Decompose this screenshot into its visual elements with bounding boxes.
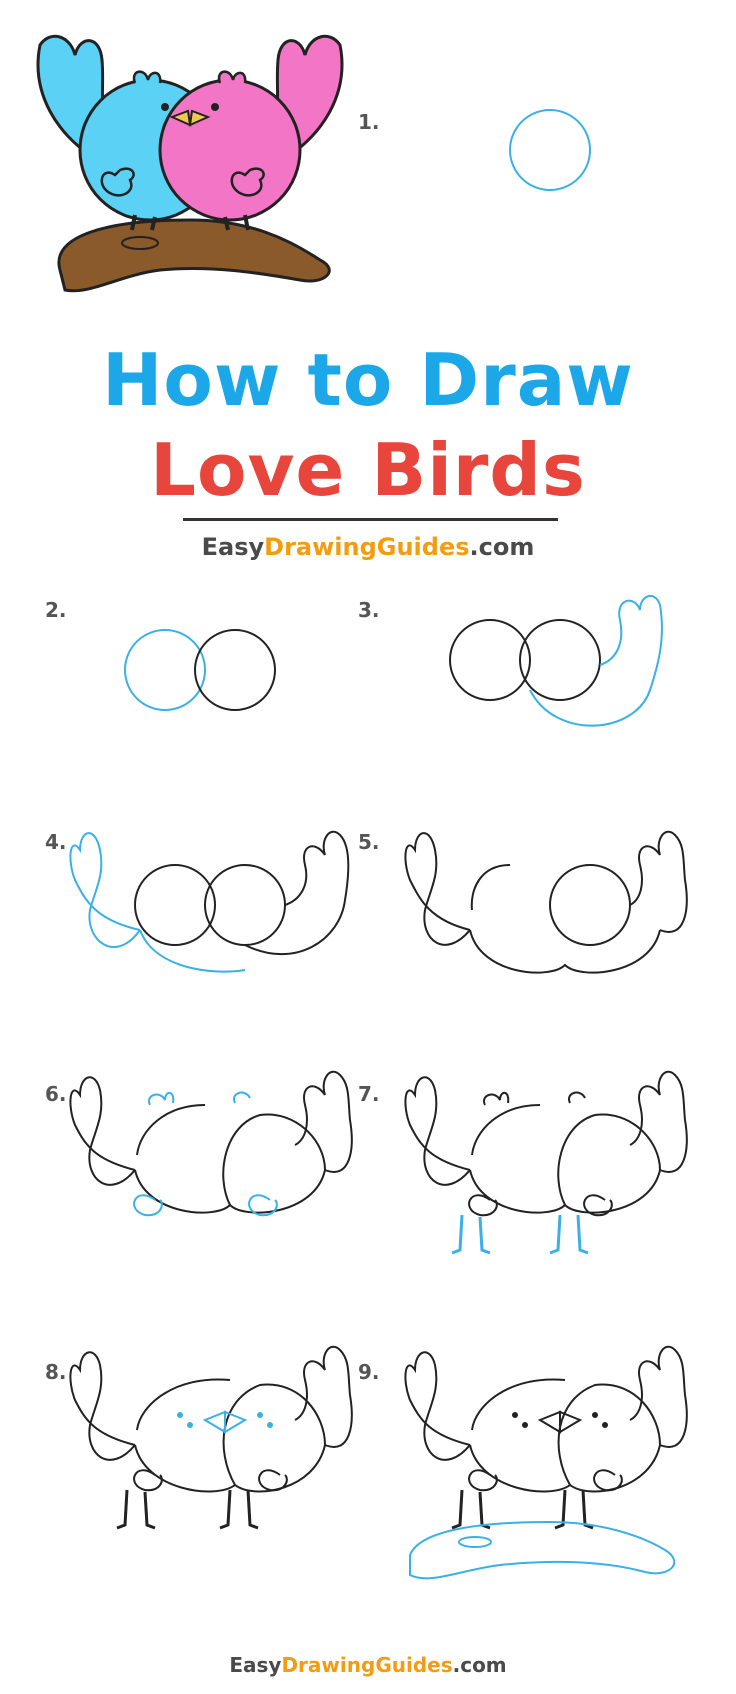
step-5-drawing bbox=[400, 820, 700, 985]
step-2-drawing bbox=[120, 620, 300, 720]
pink-bird-eye bbox=[211, 103, 219, 111]
step-number: 6. bbox=[45, 1082, 67, 1106]
blue-bird-wing bbox=[102, 169, 134, 196]
step-number: 2. bbox=[45, 598, 67, 622]
brand-top: EasyDrawingGuides.com bbox=[201, 533, 535, 561]
brand-bottom: EasyDrawingGuides.com bbox=[229, 1653, 507, 1677]
step-number: 4. bbox=[45, 830, 67, 854]
step-number: 3. bbox=[358, 598, 380, 622]
step-1-drawing bbox=[500, 100, 600, 200]
pink-bird-wing bbox=[232, 169, 264, 196]
pink-bird-body bbox=[160, 80, 300, 220]
step-number: 5. bbox=[358, 830, 380, 854]
title-line-2: Love Birds bbox=[150, 428, 586, 512]
step-7-drawing bbox=[400, 1075, 700, 1265]
step-9-drawing bbox=[400, 1350, 700, 1585]
step-number: 7. bbox=[358, 1082, 380, 1106]
step-number: 1. bbox=[358, 110, 380, 134]
hero-illustration bbox=[20, 25, 360, 315]
blue-bird-eye bbox=[161, 103, 169, 111]
step-8-drawing bbox=[65, 1350, 365, 1550]
title-divider bbox=[183, 518, 558, 521]
step-4-drawing bbox=[65, 820, 365, 985]
step-number: 8. bbox=[45, 1360, 67, 1384]
title-line-1: How to Draw bbox=[102, 338, 634, 422]
branch bbox=[59, 220, 329, 291]
step-3-drawing bbox=[445, 590, 705, 740]
step-6-drawing bbox=[65, 1075, 365, 1240]
pink-bird-tuft bbox=[219, 72, 245, 83]
step-number: 9. bbox=[358, 1360, 380, 1384]
blue-bird-tuft bbox=[134, 72, 160, 83]
